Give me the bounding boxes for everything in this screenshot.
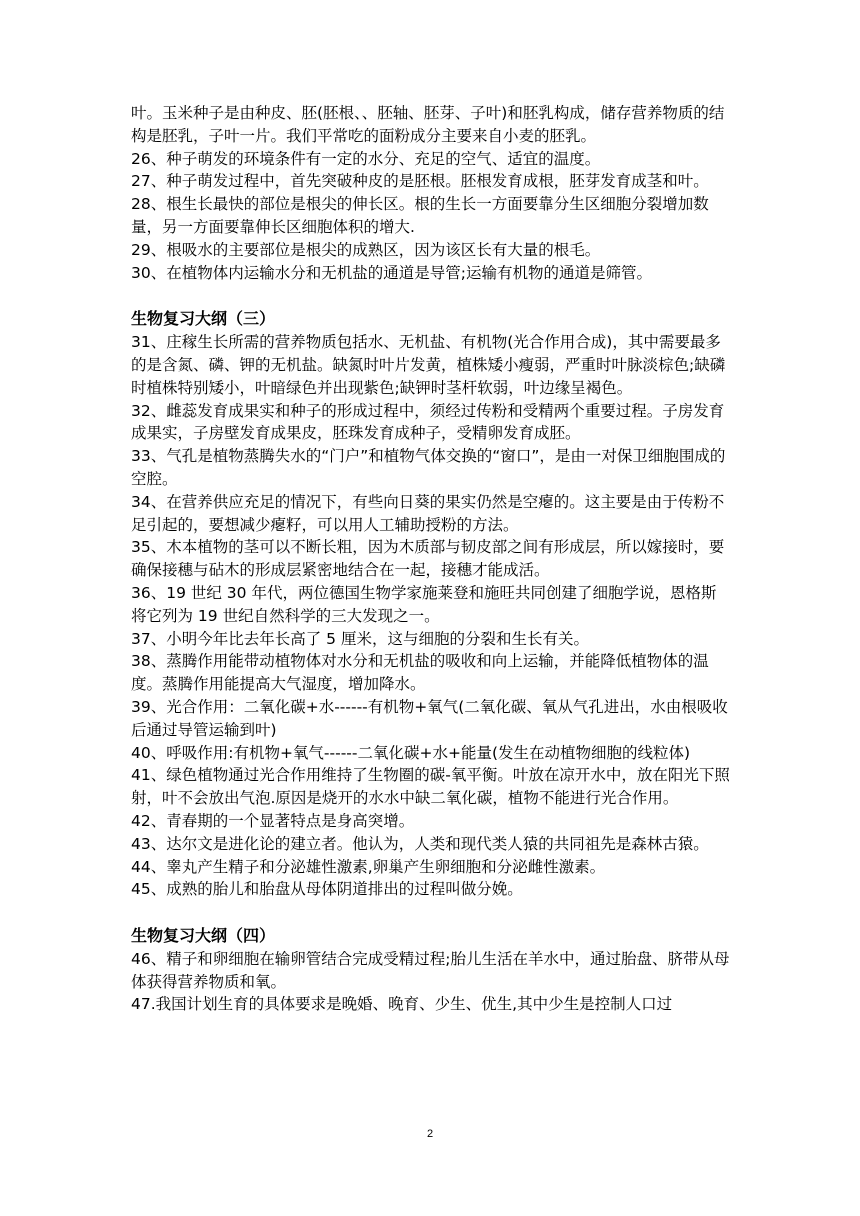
paragraph: 35、木本植物的茎可以不断长粗，因为木质部与韧皮部之间有形成层，所以嫁接时，要确保接穗与砧木的形成层紧密地结合在一起，接穗才能成活。 — [131, 538, 725, 580]
paragraph: 41、绿色植物通过光合作用维持了生物圈的碳-氧平衡。叶放在凉开水中，放在阳光下照射，叶不会放出气泡.原因是烧开的水水中缺二氧化碳，植物不能进行光合作用。 — [131, 766, 730, 808]
paragraph: 40、呼吸作用:有机物+氧气------二氧化碳+水+能量(发生在动植物细胞的线粒体) — [131, 743, 691, 762]
paragraph: 43、达尔文是进化论的建立者。他认为，人类和现代类人猿的共同祖先是森林古猿。 — [131, 834, 709, 853]
paragraph: 27、种子萌发过程中，首先突破种皮的是胚根。胚根发育成根，胚芽发育成茎和叶。 — [131, 172, 709, 191]
paragraph: 29、根吸水的主要部位是根尖的成熟区，因为该区长有大量的根毛。 — [131, 240, 601, 259]
section-heading: 生物复习大纲（三） — [131, 309, 276, 329]
paragraph: 46、精子和卵细胞在输卵管结合完成受精过程;胎儿生活在羊水中，通过胎盘、脐带从母体获得营养物质和氧。 — [131, 949, 730, 991]
paragraph: 26、种子萌发的环境条件有一定的水分、充足的空气、适宜的温度。 — [131, 149, 601, 168]
paragraph: 42、青春期的一个显著特点是身高突增。 — [131, 811, 415, 830]
document-body — [131, 102, 731, 1016]
section-heading: 生物复习大纲（四） — [131, 926, 276, 946]
paragraph: 32、雌蕊发育成果实和种子的形成过程中，须经过传粉和受精两个重要过程。子房发育成果实，子房壁发育成果皮，胚珠发育成种子，受精卵发育成胚。 — [131, 401, 725, 443]
paragraph: 37、小明今年比去年长高了 5 厘米，这与细胞的分裂和生长有关。 — [131, 629, 589, 648]
paragraph: 47.我国计划生育的具体要求是晚婚、晚育、少生、优生,其中少生是控制人口过 — [131, 995, 673, 1014]
paragraph: 34、在营养供应充足的情况下，有些向日葵的果实仍然是空瘪的。这主要是由于传粉不足引起的，要想减少瘪籽，可以用人工辅助授粉的方法。 — [131, 492, 725, 534]
page-number: 2 — [426, 1128, 434, 1140]
paragraph: 31、庄稼生长所需的营养物质包括水、无机盐、有机物(光合作用合成)，其中需要最多的是含氮、磷、钾的无机盐。缺氮时叶片发黄，植株矮小瘦弱，严重时叶脉淡棕色;缺磷时植株特别矮小，叶暗绿色并出现紫色;缺钾时茎杆软弱，叶边缘呈褐色。 — [131, 333, 726, 397]
paragraph: 33、气孔是植物蒸腾失水的“门户”和植物气体交换的“窗口”，是由一对保卫细胞围成的空腔。 — [131, 447, 726, 488]
paragraph: 30、在植物体内运输水分和无机盐的通道是导管;运输有机物的通道是筛管。 — [131, 263, 652, 282]
paragraph: 叶。玉米种子是由种皮、胚(胚根、、胚轴、胚芽、子叶)和胚乳构成，储存营养物质的结构是胚乳，子叶一片。我们平常吃的面粉成分主要来自小麦的胚乳。 — [131, 104, 725, 145]
paragraph: 38、蒸腾作用能带动植物体对水分和无机盐的吸收和向上运输，并能降低植物体的温度。蒸腾作用能提高大气湿度，增加降水。 — [131, 652, 709, 694]
paragraph: 44、睾丸产生精子和分泌雄性激素,卵巢产生卵细胞和分泌雌性激素。 — [131, 857, 606, 876]
paragraph: 36、19 世纪 30 年代，两位德国生物学家施莱登和施旺共同创建了细胞学说，恩格斯将它列为 19 世纪自然科学的三大发现之一。 — [131, 583, 717, 625]
paragraph: 45、成熟的胎儿和胎盘从母体阴道排出的过程叫做分娩。 — [131, 880, 523, 899]
paragraph: 39、光合作用：二氧化碳+水------有机物+氧气(二氧化碳、氧从气孔进出，水由根吸收后通过导管运输到叶) — [131, 697, 728, 739]
section-gap — [131, 284, 731, 308]
paragraph: 28、根生长最快的部位是根尖的伸长区。根的生长一方面要靠分生区细胞分裂增加数量，另一方面要靠伸长区细胞体积的增大. — [131, 195, 709, 236]
section-gap — [131, 901, 731, 925]
